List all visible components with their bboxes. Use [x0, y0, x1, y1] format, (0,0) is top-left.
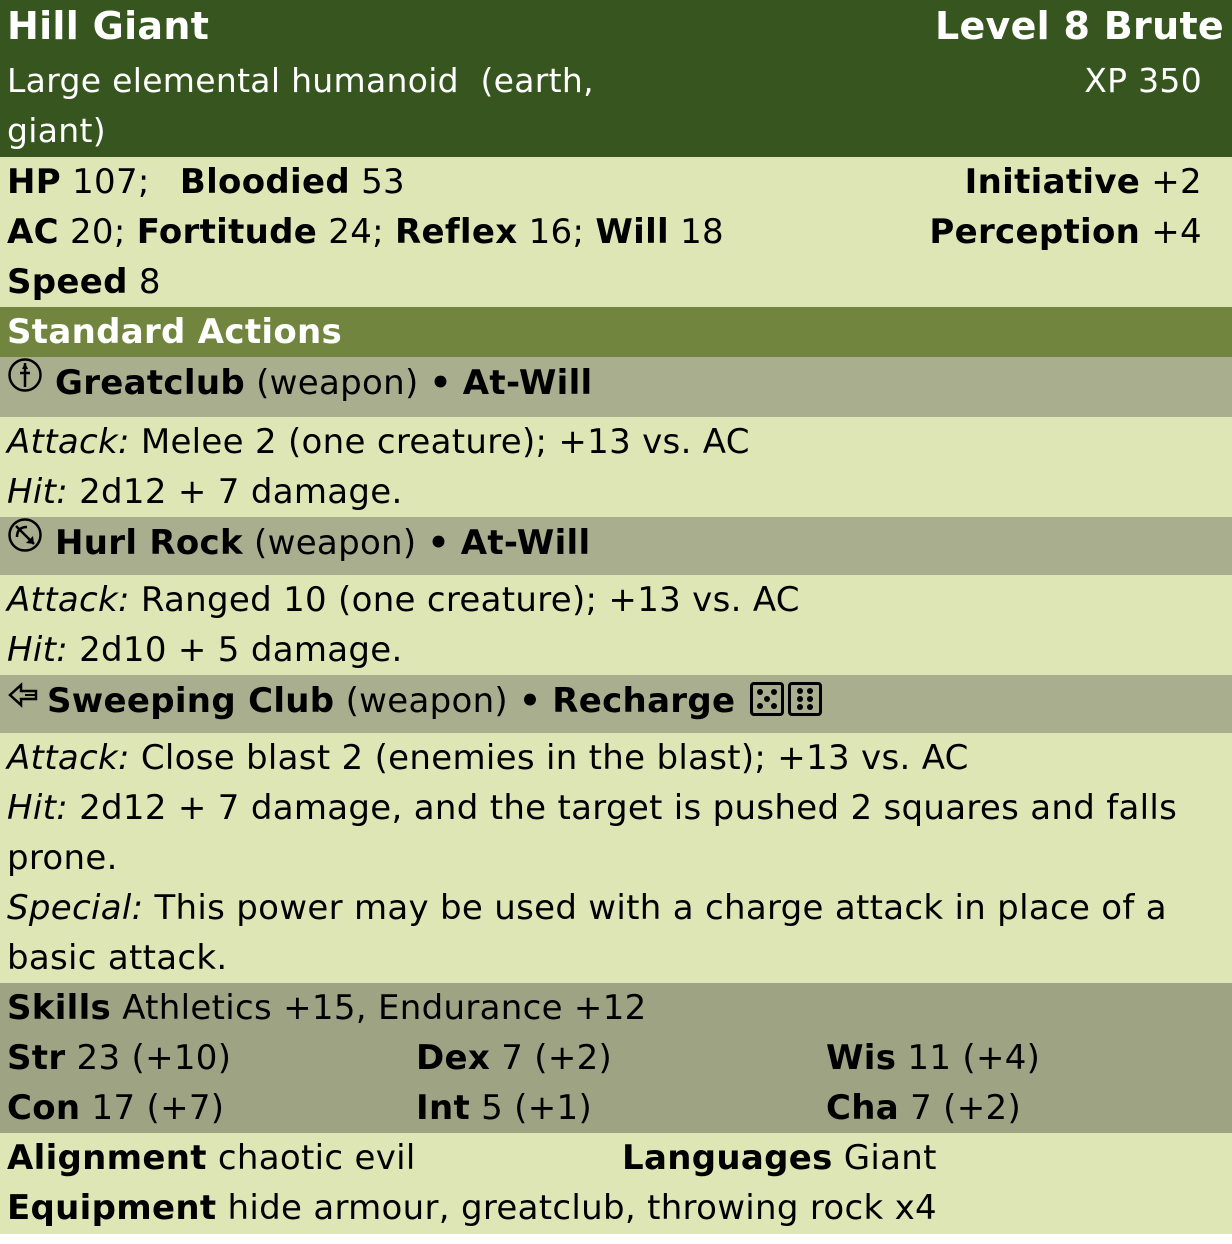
line-text: basic attack. — [7, 938, 228, 978]
skills-text: Athletics +15, Endurance +12 — [122, 988, 647, 1028]
ability-value: 5 (+1) — [481, 1088, 593, 1128]
power-header-greatclub — [0, 357, 1232, 417]
power-line — [0, 467, 1232, 517]
line-text: prone. — [7, 838, 118, 878]
line-text: This power may be used with a charge attack in place of a — [154, 888, 1167, 928]
languages-text: Giant — [843, 1138, 937, 1178]
ability-label: Dex — [416, 1038, 491, 1078]
stat-block-header — [0, 0, 1232, 157]
power-line — [0, 575, 1232, 625]
power-body-hurl-rock — [0, 575, 1232, 675]
bloodied-value: 53 — [361, 162, 405, 202]
section-title: Standard Actions — [0, 307, 1232, 357]
ability-cha — [826, 1083, 1021, 1133]
ability-int — [416, 1083, 592, 1133]
line-text: Ranged 10 (one creature); +13 vs. AC — [140, 580, 800, 620]
power-line — [0, 883, 1232, 933]
line-label: Attack: — [7, 738, 130, 778]
speed-line — [0, 257, 1232, 307]
line-label: Hit: — [7, 472, 68, 512]
hp-value: 107; — [72, 162, 150, 202]
alignment-label: Alignment — [7, 1138, 207, 1178]
equipment-text: hide armour, greatclub, throwing rock x4 — [227, 1188, 937, 1228]
ac-value: 20; — [69, 212, 126, 252]
ability-str — [7, 1033, 231, 1083]
line-label: Special: — [7, 888, 144, 928]
ac-label: AC — [7, 212, 59, 252]
power-keyword: (weapon) — [345, 681, 508, 721]
die-five-icon — [750, 682, 784, 716]
alignment-line — [7, 1133, 416, 1183]
power-line — [0, 933, 1232, 983]
initiative-value: +2 — [1151, 162, 1202, 202]
ability-label: Str — [7, 1038, 66, 1078]
melee-basic-icon — [7, 356, 43, 408]
power-line — [0, 733, 1232, 783]
bloodied-label: Bloodied — [179, 162, 350, 202]
line-text: Melee 2 (one creature); +13 vs. AC — [140, 422, 750, 462]
speed-label: Speed — [7, 262, 128, 302]
ability-dex — [416, 1033, 612, 1083]
alignment-text: chaotic evil — [217, 1138, 416, 1178]
skills-label: Skills — [7, 988, 112, 1028]
line-text: 2d10 + 5 damage. — [79, 630, 403, 670]
fortitude-label: Fortitude — [136, 212, 318, 252]
power-name: Sweeping Club — [47, 681, 335, 721]
power-bullet: • — [427, 523, 450, 563]
monster-type-line-1: Large elemental humanoid (earth, — [7, 61, 594, 100]
initiative-label: Initiative — [964, 162, 1141, 202]
ability-con — [7, 1083, 224, 1133]
reflex-value: 16; — [528, 212, 585, 252]
line-text: 2d12 + 7 damage. — [79, 472, 403, 512]
perception-value: +4 — [1151, 212, 1202, 252]
power-name: Hurl Rock — [55, 523, 243, 563]
ability-label: Int — [416, 1088, 471, 1128]
line-label: Attack: — [7, 422, 130, 462]
line-text: Close blast 2 (enemies in the blast); +13 vs. AC — [140, 738, 969, 778]
power-usage: Recharge — [552, 681, 736, 721]
languages-line — [622, 1133, 937, 1183]
power-line — [0, 833, 1232, 883]
equipment-label: Equipment — [7, 1188, 217, 1228]
power-bullet: • — [429, 363, 452, 403]
ability-label: Wis — [826, 1038, 897, 1078]
power-line — [0, 417, 1232, 467]
line-label: Hit: — [7, 630, 68, 670]
power-usage: At-Will — [460, 523, 591, 563]
ranged-basic-icon — [7, 516, 43, 568]
monster-type-line-2: giant) — [7, 111, 106, 150]
close-attack-icon — [7, 674, 39, 726]
hp-label: HP — [7, 162, 61, 202]
languages-label: Languages — [622, 1138, 833, 1178]
perception — [929, 207, 1202, 257]
initiative — [965, 157, 1202, 207]
ability-value: 23 (+10) — [76, 1038, 232, 1078]
power-header-sweeping-club — [0, 675, 1232, 733]
footer-block — [0, 1133, 1232, 1234]
power-line — [0, 625, 1232, 675]
power-bullet: • — [519, 681, 542, 721]
power-keyword: (weapon) — [254, 523, 417, 563]
power-keyword: (weapon) — [256, 363, 419, 403]
perception-label: Perception — [929, 212, 1141, 252]
power-name: Greatclub — [55, 363, 245, 403]
will-value: 18 — [680, 212, 724, 252]
line-text: 2d12 + 7 damage, and the target is pushed 2 squares and falls — [79, 788, 1178, 828]
line-label: Hit: — [7, 788, 68, 828]
ability-value: 17 (+7) — [91, 1088, 225, 1128]
line-label: Attack: — [7, 580, 130, 620]
monster-xp: XP 350 — [1084, 61, 1202, 100]
ability-wis — [826, 1033, 1040, 1083]
power-usage: At-Will — [462, 363, 593, 403]
will-label: Will — [595, 212, 669, 252]
power-body-sweeping-club — [0, 733, 1232, 983]
ability-label: Con — [7, 1088, 81, 1128]
monster-name: Hill Giant — [7, 4, 210, 48]
power-header-hurl-rock — [0, 517, 1232, 575]
monster-level: Level 8 Brute — [934, 4, 1224, 48]
ability-value: 11 (+4) — [907, 1038, 1041, 1078]
reflex-label: Reflex — [395, 212, 518, 252]
abilities-block — [0, 983, 1232, 1133]
power-line — [0, 783, 1232, 833]
skills-line — [7, 983, 647, 1033]
speed-value: 8 — [138, 262, 161, 302]
ability-value: 7 (+2) — [501, 1038, 613, 1078]
ability-value: 7 (+2) — [910, 1088, 1022, 1128]
fortitude-value: 24; — [328, 212, 384, 252]
power-body-greatclub — [0, 417, 1232, 517]
equipment-line — [7, 1183, 937, 1233]
ability-label: Cha — [826, 1088, 900, 1128]
defenses-block — [0, 157, 1232, 307]
die-six-icon — [788, 682, 822, 716]
